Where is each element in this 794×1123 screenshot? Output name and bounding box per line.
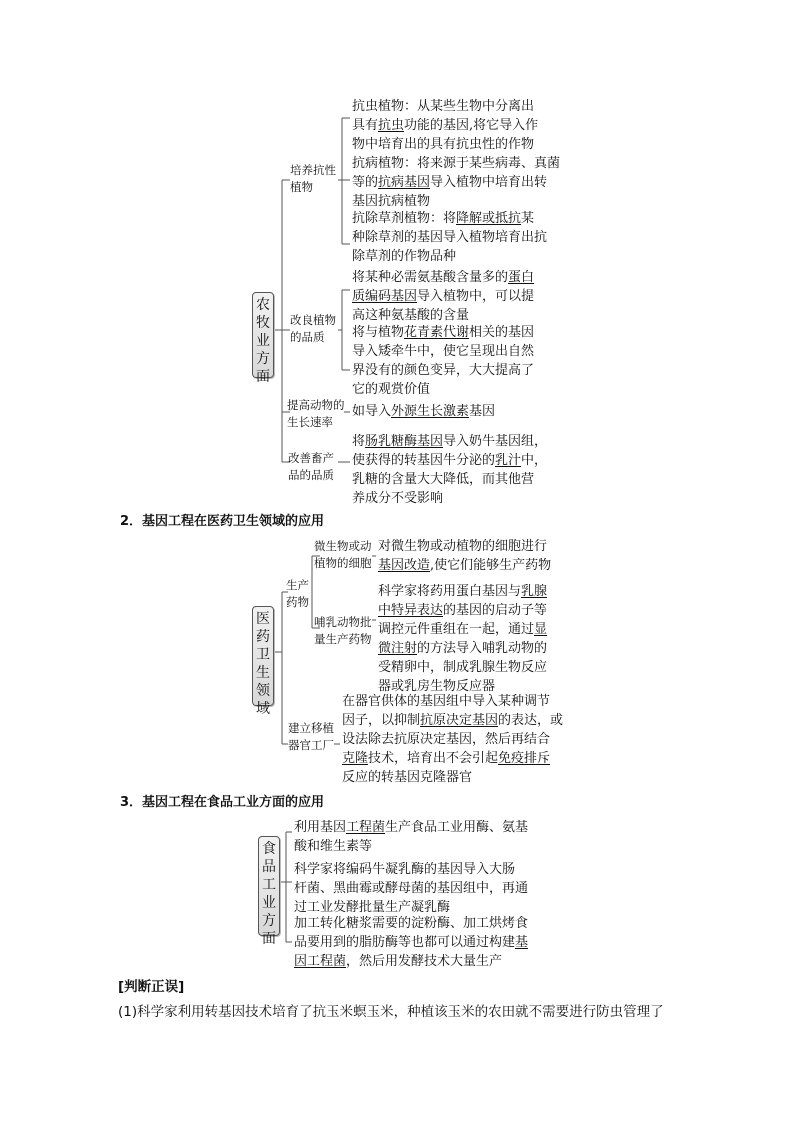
leaf-insect: 抗虫植物：从某些生物中分离出 具有抗虫功能的基因,将它导入作 物中培育出的具有抗虫性的作物 (352, 99, 539, 152)
leaf-food-2: 科学家将编码牛凝乳酶的基因导入大肠 杆菌、黑曲霉或酵母菌的基因组中，再通 过工业发酵批量生产凝乳酶 (294, 862, 529, 915)
leaf-disease: 抗病植物：将来源于某些病毒、真菌 等的抗病基因导入植物中培育出转 基因抗病植物 (352, 156, 561, 209)
branch-drug: 生产药物 (286, 578, 309, 609)
leaf-organ: 在器官供体的基因组中导入某种调节 因子，以抑制抗原决定基因的表达，或 设法除去抗原决定基因，然后再结合 克隆技术，培育出不会引起免疫排斥 反应的转基因克隆器官 (342, 694, 564, 785)
leaf-petunia: 将与植物花青素代谢相关的基因 导入矮牵牛中，使它呈现出自然 界没有的颜色变异，大大提高了 它的观赏价值 (352, 325, 535, 397)
section-heading-food: 3．基因工程在食品工业方面的应用 (120, 795, 325, 810)
branch-organ: 建立移植器官工厂 (288, 721, 334, 752)
root-box-food (258, 836, 280, 947)
root-label: 食品工业方面 (262, 841, 276, 947)
leaf-amino: 将某种必需氨基酸含量多的蛋白 质编码基因导入植物中，可以提 高这种氨基酸的含量 (352, 270, 535, 323)
judge-title: [判断正误] (118, 979, 185, 995)
root-label: 农牧业方面 (256, 297, 270, 385)
leaf-growth: 如导入外源生长激素基因 (352, 404, 496, 419)
leaf-microbe: 对微生物或动植物的细胞进行 基因改造,使它们能够生产药物 (378, 539, 552, 573)
leaf-food-3: 加工转化糖浆需要的淀粉酶、加工烘烤食 品要用到的脂肪酶等也都可以通过构建基 因工程菌，然后用发酵技术大量生产 (294, 916, 529, 969)
branch-quality: 改良植物的品质 (290, 313, 336, 344)
branch-growth: 提高动物的生长速率 (287, 398, 345, 429)
root-box-medicine (252, 606, 274, 717)
root-box-agriculture (252, 292, 274, 385)
section-heading-medicine: 2．基因工程在医药卫生领域的应用 (120, 514, 325, 529)
judge-question-1: (1)科学家利用转基因技术培育了抗玉米螟玉米，种植该玉米的农田就不需要进行防虫管理了 (118, 1004, 664, 1020)
leaf-mammal: 科学家将药用蛋白基因与乳腺 中特异表达的基因的启动子等 调控元件重组在一起，通过显 微注射的方法导入哺乳动物的 受精卵中，制成乳腺生物反应 器或乳房生物反应器 (378, 584, 548, 694)
branch-mammal: 哺乳动物批量生产药物 (314, 615, 372, 646)
branch-resist: 培养抗性植物 (290, 163, 336, 194)
branch-microbe: 微生物或动植物的细胞 (314, 539, 372, 570)
branch-livestock: 改善畜产品的品质 (288, 451, 334, 482)
leaf-herbicide: 抗除草剂植物：将降解或抵抗某 种除草剂的基因导入植物培育出抗 除草剂的作物品种 (352, 211, 548, 264)
leaf-lactase: 将肠乳糖酶基因导入奶牛基因组， 使获得的转基因牛分泌的乳汁中， 乳糖的含量大大降低，而其他营 养成分不受影响 (352, 434, 548, 506)
leaf-food-1: 利用基因工程菌生产食品工业用酶、氨基 酸和维生素等 (294, 820, 529, 854)
root-label: 医药卫生领域 (256, 611, 270, 717)
